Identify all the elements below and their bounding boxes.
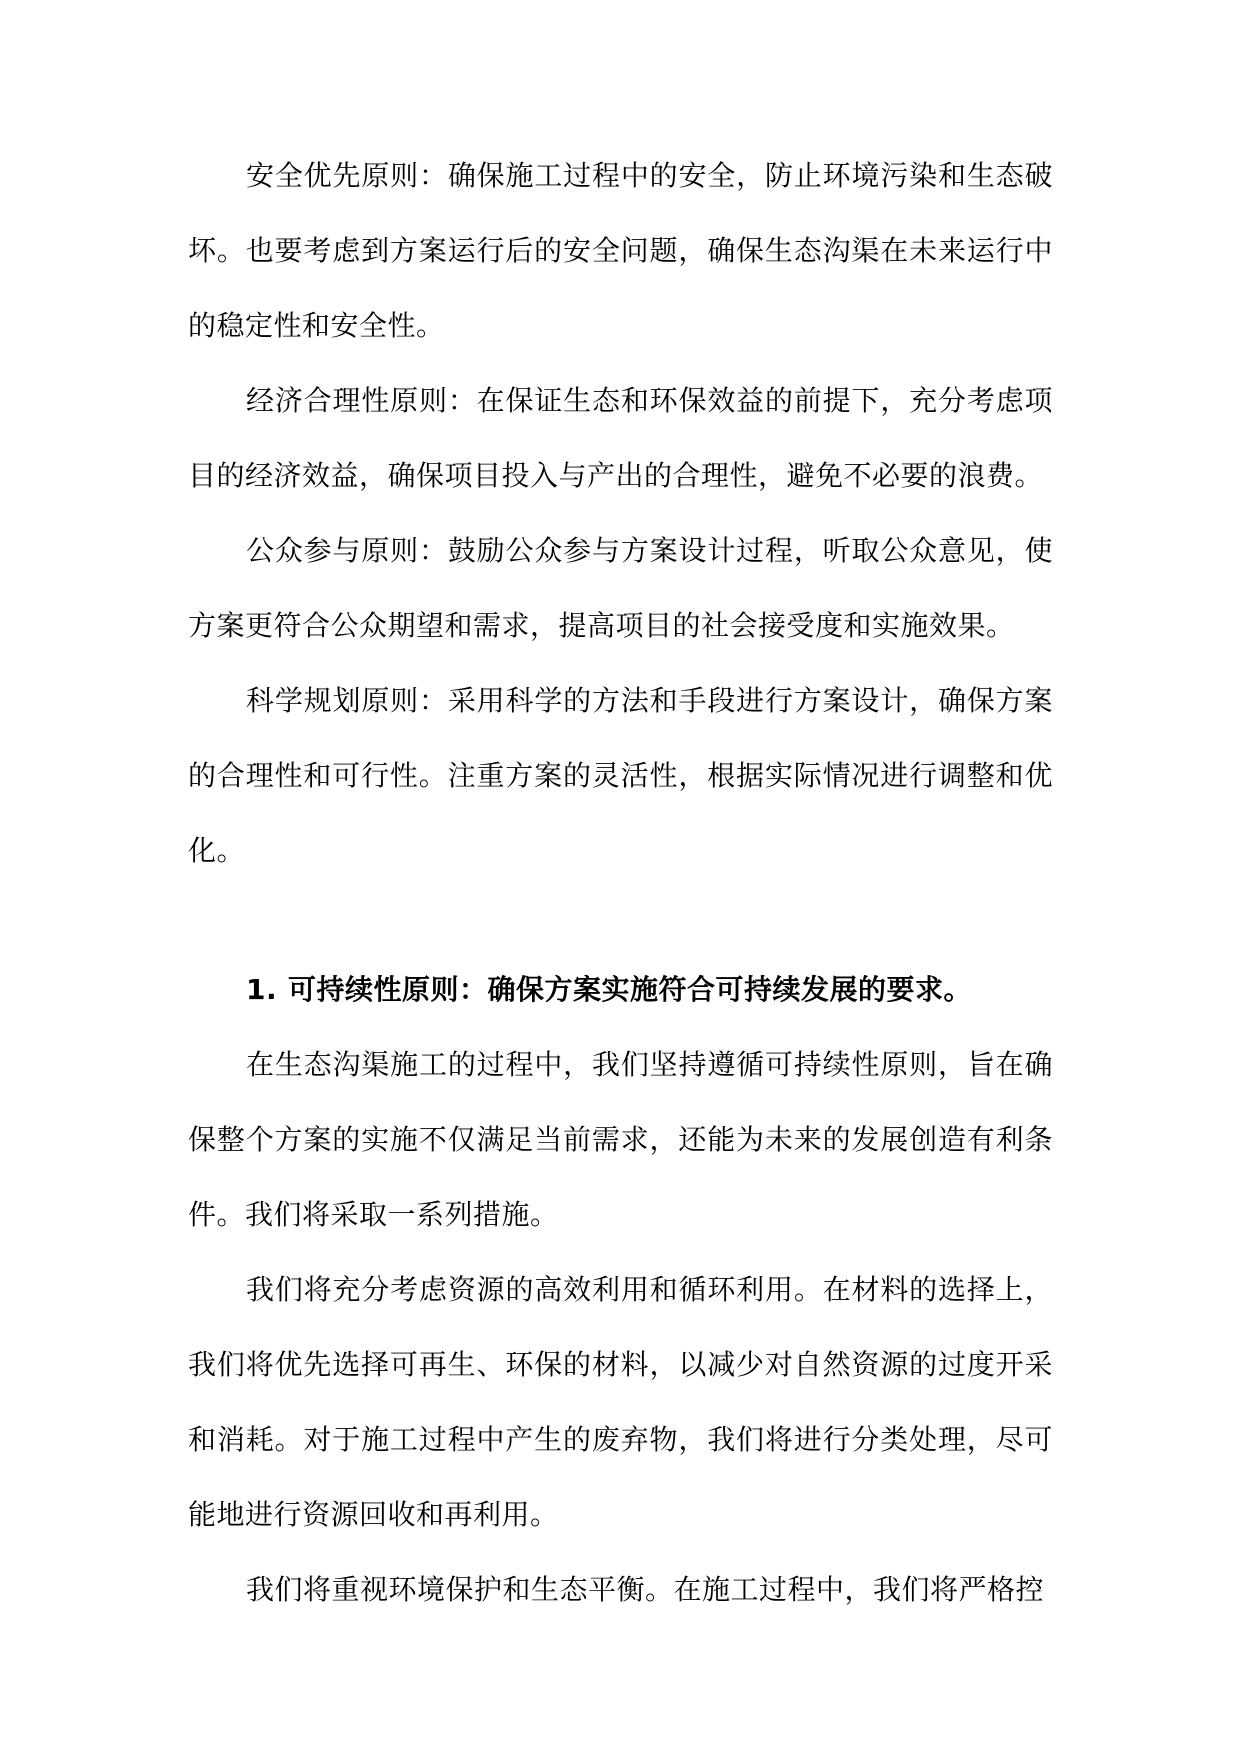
heading-number: 1. — [246, 973, 278, 1006]
document-page — [188, 138, 1053, 1627]
paragraph-scientific-planning-principle: 科学规划原则：采用科学的方法和手段进行方案设计，确保方案的合理性和可行性。注重方案的灵活性，根据实际情况进行调整和优化。 — [188, 684, 1053, 867]
paragraph-economic-principle: 经济合理性原则：在保证生态和环保效益的前提下，充分考虑项目的经济效益，确保项目投入与产出的合理性，避免不必要的浪费。 — [188, 384, 1053, 492]
paragraph-environment-protection: 我们将重视环境保护和生态平衡。在施工过程中，我们将严格控 — [246, 1573, 1045, 1606]
heading-text: 可持续性原则：确保方案实施符合可持续发展的要求。 — [288, 973, 973, 1006]
paragraph-safety-principle: 安全优先原则：确保施工过程中的安全，防止环境污染和生态破坏。也要考虑到方案运行后的安全问题，确保生态沟渠在未来运行中的稳定性和安全性。 — [188, 159, 1053, 342]
paragraph-sustainability-intro: 在生态沟渠施工的过程中，我们坚持遵循可持续性原则，旨在确保整个方案的实施不仅满足当前需求，还能为未来的发展创造有利条件。我们将采取一系列措施。 — [188, 1048, 1053, 1231]
paragraph-resource-use: 我们将充分考虑资源的高效利用和循环利用。在材料的选择上，我们将优先选择可再生、环保的材料，以减少对自然资源的过度开采和消耗。对于施工过程中产生的废弃物，我们将进行分类处理，尽可能地进行资源回收和再利用。 — [188, 1273, 1053, 1531]
section-heading — [188, 952, 1053, 1027]
paragraph-public-participation-principle: 公众参与原则：鼓励公众参与方案设计过程，听取公众意见，使方案更符合公众期望和需求，提高项目的社会接受度和实施效果。 — [188, 534, 1053, 642]
